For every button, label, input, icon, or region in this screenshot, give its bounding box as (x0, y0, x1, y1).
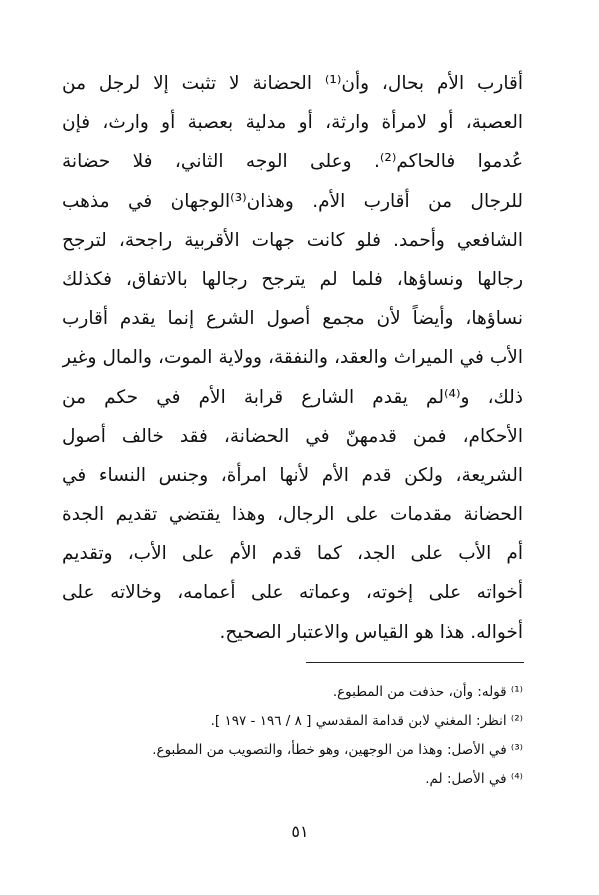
page-number: ٥١ (291, 822, 309, 841)
text-line: العصبة، أو لامرأة وارثة، أو مدلية بعصبة أو وارث، فإن (62, 112, 523, 134)
body-text (62, 64, 523, 652)
footnote-divider (306, 662, 524, 663)
footnote-1: ⁽¹⁾ قوله: وأن، حذفت من المطبوع. (332, 684, 523, 700)
text-line: أقارب الأم بحال، وأن⁽¹⁾ الحضانة لا تثبت إلا لرجل من (62, 73, 523, 94)
footnote-4: ⁽⁴⁾ في الأصل: لم. (425, 771, 523, 787)
text-line: الأب في الميراث والعقد، والنفقة، وولاية الموت، والمال وغير (62, 347, 523, 369)
text-line: الأحكام، فمن قدمهنّ في الحضانة، فقد خالف أصول (62, 425, 523, 447)
text-line: الشريعة، ولكن قدم الأم لأنها امرأة، وجنس النساء في (62, 464, 523, 486)
text-line: رجالها ونساؤها، فلما لم يترجح رجالها بالاتفاق، فكذلك (62, 268, 523, 290)
text-line: للرجال من أقارب الأم. وهذان⁽³⁾الوجهان في مذهب (62, 190, 523, 212)
footnotes (62, 678, 523, 794)
text-line: أم الأب على الجد، كما قدم الأم على الأب، وتقديم (62, 543, 523, 565)
text-line: الشافعي وأحمد. فلو كانت جهات الأقربية راجحة، لترجح (62, 229, 523, 251)
text-line: أخواته على إخوته، وعماته على أعمامه، وخالاته على (62, 582, 523, 604)
text-line: نساؤها، وأيضاً لأن مجمع أصول الشرع إنما يقدم أقارب (62, 308, 523, 330)
text-line: عُدموا فالحاكم⁽²⁾. وعلى الوجه الثاني، فلا حضانة (62, 151, 523, 173)
footnote-3: ⁽³⁾ في الأصل: وهذا من الوجهين، وهو خطأ، والتصويب من المطبوع. (152, 742, 523, 758)
text-line: أخواله. هذا هو القياس والاعتبار الصحيح. (219, 621, 523, 643)
footnote-2: ⁽²⁾ انظر: المغني لابن قدامة المقدسي [ ٨ / ١٩٦ - ١٩٧ ]. (210, 713, 523, 729)
text-line: ذلك، و⁽⁴⁾لم يقدم الشارع قرابة الأم في حكم من (62, 386, 523, 408)
text-line: الحضانة مقدمات على الرجال، وهذا يقتضي تقديم الجدة (62, 504, 523, 526)
